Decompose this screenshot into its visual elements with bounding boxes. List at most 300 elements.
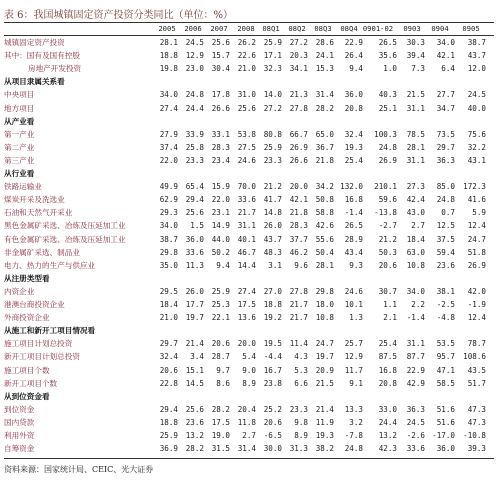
row-label: 外商投资企业 <box>4 313 50 323</box>
table-cell: 22.0 <box>159 155 178 165</box>
table-cell: 9.4 <box>349 64 363 74</box>
table-cell: 21.4 <box>315 404 334 414</box>
table-cell: 18.0 <box>315 300 334 309</box>
column-header: 2008 <box>237 24 255 33</box>
table-cell: 12.5 <box>436 221 455 231</box>
table-cell: 36.9 <box>159 444 178 454</box>
table-cell: 14.9 <box>211 221 230 231</box>
table-cell: 53.8 <box>237 129 256 139</box>
section-heading: 从到位资金看 <box>4 391 50 401</box>
table-cell: 24.5 <box>185 38 204 47</box>
table-cell: 46.7 <box>237 247 256 257</box>
table-cell: 27.8 <box>289 103 308 113</box>
table-cell: 49.9 <box>159 182 178 192</box>
table-cell: 22.0 <box>211 195 230 205</box>
table-cell: 33.9 <box>185 129 204 139</box>
row-label: 新开工项目个数 <box>4 378 58 388</box>
table-cell: 7.3 <box>411 64 425 74</box>
table-cell: 31.5 <box>211 444 230 454</box>
table-cell: 26.4 <box>344 51 363 61</box>
table-cell: 39.4 <box>406 51 425 61</box>
table-cell: 41.6 <box>467 195 486 205</box>
table-cell: 17.7 <box>185 300 204 309</box>
table-cell: 33.6 <box>406 444 425 454</box>
table-cell: 27.2 <box>289 38 308 47</box>
table-cell: 35.6 <box>378 51 397 61</box>
table-cell: 19.7 <box>315 352 334 362</box>
table-cell: 34.2 <box>315 182 334 192</box>
table-cell: 34.0 <box>159 90 178 100</box>
table-cell: 51.8 <box>467 247 486 257</box>
table-cell: 28.3 <box>289 221 308 231</box>
table-cell: 30.0 <box>263 444 282 454</box>
table-cell: 9.4 <box>216 260 230 270</box>
table-cell: 70.0 <box>237 182 256 192</box>
table-cell: 12.4 <box>467 221 486 231</box>
table-cell: 21.3 <box>289 90 308 100</box>
table-cell: 23.6 <box>185 417 204 427</box>
table-cell: 48.3 <box>263 247 282 257</box>
table-cell: 23.1 <box>211 208 230 218</box>
table-cell: 26.6 <box>289 155 308 165</box>
table-cell: 43.1 <box>467 155 486 165</box>
table-cell: 28.7 <box>211 352 230 362</box>
table-cell: 12.9 <box>344 352 363 362</box>
table-cell: 51.7 <box>467 378 486 388</box>
table-cell: 44.0 <box>211 234 230 244</box>
table-cell: 31.1 <box>406 339 425 349</box>
table-cell: 25.2 <box>263 404 282 414</box>
table-cell: 13.2 <box>185 431 204 440</box>
table-cell: 19.0 <box>211 431 230 440</box>
section-heading: 从项目隶属关系看 <box>4 77 65 87</box>
table-cell: 53.5 <box>436 339 455 349</box>
row-label: 施工项目计划总投资 <box>4 339 73 349</box>
header-row <box>4 23 494 35</box>
table-cell: 46.2 <box>289 247 308 257</box>
table-cell: 31.1 <box>406 155 425 165</box>
table-cell: 25.7 <box>344 339 363 349</box>
row-label: 自筹资金 <box>4 444 35 454</box>
table-cell: 55.6 <box>315 234 334 244</box>
table-cell: 9.7 <box>216 365 230 375</box>
row-label: 城镇固定资产投资 <box>4 38 65 47</box>
table-cell: 21.0 <box>237 64 256 74</box>
table-cell: 36.0 <box>344 90 363 100</box>
table-cell: 8.9 <box>242 378 256 388</box>
table-cell: 34.0 <box>436 38 455 47</box>
table-cell: 24.5 <box>406 417 425 427</box>
table-cell: 25.9 <box>263 142 282 152</box>
table-cell: 65.4 <box>185 182 204 192</box>
table-cell: 20.6 <box>263 417 282 427</box>
column-header: 2007 <box>210 24 228 33</box>
table-cell: 20.0 <box>237 339 256 349</box>
table-cell: 23.8 <box>263 378 282 388</box>
table-cell: 30.7 <box>378 286 397 296</box>
table-cell: 5.3 <box>294 365 308 375</box>
table-cell: 2.7 <box>411 221 425 231</box>
table-cell: 20.0 <box>289 182 308 192</box>
table-cell: 28.1 <box>406 142 425 152</box>
table-cell: 11.4 <box>289 339 308 349</box>
table-cell: 34.0 <box>406 286 425 296</box>
table-cell: 47.3 <box>467 404 486 414</box>
table-cell: 2.7 <box>242 431 256 440</box>
table-cell: 38.7 <box>467 38 486 47</box>
table-cell: 34.1 <box>289 64 308 74</box>
table-cell: 38.2 <box>315 444 334 454</box>
table-cell: 5.9 <box>472 208 486 218</box>
table-cell: 42.3 <box>378 444 397 454</box>
table-cell: 21.0 <box>159 313 178 323</box>
table-cell: 3.2 <box>349 417 363 427</box>
table-cell: 14.4 <box>237 260 256 270</box>
table-cell: 27.4 <box>237 286 256 296</box>
table-cell: -6.5 <box>263 431 282 440</box>
table-cell: 17.5 <box>237 300 256 309</box>
table-cell: 80.8 <box>263 129 282 139</box>
table-cell: 23.3 <box>185 155 204 165</box>
table-cell: 26.0 <box>263 221 282 231</box>
table-cell: 42.6 <box>315 221 334 231</box>
table-cell: 41.7 <box>263 195 282 205</box>
table-cell: -2.5 <box>436 300 455 309</box>
table-cell: 15.1 <box>185 365 204 375</box>
table-cell: 3.1 <box>268 260 282 270</box>
table-cell: 19.3 <box>344 142 363 152</box>
table-cell: 19.8 <box>159 64 178 74</box>
table-cell: 2.1 <box>383 313 397 323</box>
table-cell: -7.8 <box>344 431 363 440</box>
table-cell: 17.8 <box>211 90 230 100</box>
row-label: 到位资金 <box>4 404 35 414</box>
table-cell: 4.3 <box>294 352 308 362</box>
table-body <box>0 37 500 457</box>
table-cell: 23.3 <box>289 404 308 414</box>
table-cell: 30.3 <box>406 38 425 47</box>
table-cell: 25.4 <box>344 155 363 165</box>
table-title: 表 6：我国城镇固定资产投资分类同比（单位：%） <box>4 10 234 21</box>
table-cell: 14.5 <box>185 378 204 388</box>
table-cell: 9.0 <box>242 365 256 375</box>
table-cell: 31.0 <box>237 90 256 100</box>
table-cell: 28.6 <box>315 38 334 47</box>
table-cell: 20.9 <box>315 365 334 375</box>
table-cell: 38.7 <box>159 234 178 244</box>
table-cell: 25.6 <box>237 103 256 113</box>
table-cell: 25.1 <box>378 103 397 113</box>
table-cell: 58.8 <box>315 208 334 218</box>
table-cell: 31.1 <box>406 103 425 113</box>
table-cell: 85.0 <box>436 182 455 192</box>
table-cell: 26.6 <box>211 103 230 113</box>
table-cell: 29.5 <box>159 286 178 296</box>
table-cell: 10.1 <box>344 300 363 309</box>
column-header: 2006 <box>184 24 202 33</box>
table-cell: 24.7 <box>315 339 334 349</box>
table-cell: 27.9 <box>159 129 178 139</box>
row-label: 新开工项目计划总投资 <box>4 352 80 362</box>
table-cell: 50.2 <box>211 247 230 257</box>
table-cell: 21.4 <box>185 339 204 349</box>
table-cell: 22.9 <box>344 38 363 47</box>
table-cell: 32.2 <box>467 142 486 152</box>
table-cell: 23.3 <box>263 155 282 165</box>
table-cell: 27.4 <box>159 103 178 113</box>
table-cell: 37.5 <box>436 234 455 244</box>
table-cell: 20.8 <box>378 378 397 388</box>
table-cell: 20.6 <box>159 365 178 375</box>
table-cell: 28.1 <box>159 38 178 47</box>
header-rule <box>4 35 494 36</box>
table-cell: 95.7 <box>436 352 455 362</box>
table-cell: 29.7 <box>436 142 455 152</box>
table-cell: 6.6 <box>294 378 308 388</box>
table-cell: 2.2 <box>411 300 425 309</box>
table-cell: 38.1 <box>436 286 455 296</box>
table-cell: 18.8 <box>263 300 282 309</box>
table-cell: 24.1 <box>315 51 334 61</box>
table-cell: 78.5 <box>406 129 425 139</box>
table-cell: 24.7 <box>467 234 486 244</box>
table-cell: 17.1 <box>263 51 282 61</box>
table-cell: 9.8 <box>294 417 308 427</box>
table-cell: 22.6 <box>237 51 256 61</box>
table-cell: 62.9 <box>159 195 178 205</box>
table-cell: 33.1 <box>211 129 230 139</box>
table-cell: 21.7 <box>289 313 308 323</box>
table-cell: 19.3 <box>315 431 334 440</box>
table-cell: 33.6 <box>185 247 204 257</box>
table-cell: 50.3 <box>378 247 397 257</box>
table-cell: 29.8 <box>159 247 178 257</box>
table-cell: 27.2 <box>263 103 282 113</box>
table-cell: 5.4 <box>242 352 256 362</box>
table-cell: 24.8 <box>344 444 363 454</box>
bottom-rule <box>4 458 494 459</box>
table-cell: 24.5 <box>467 90 486 100</box>
table-cell: 100.3 <box>374 129 397 139</box>
row-label: 施工项目个数 <box>4 365 50 375</box>
table-cell: 29.7 <box>159 339 178 349</box>
table-cell: 24.6 <box>344 286 363 296</box>
table-cell: 20.4 <box>237 404 256 414</box>
column-header: 08Q3 <box>314 24 332 33</box>
table-cell: 25.9 <box>263 38 282 47</box>
table-cell: 34.0 <box>159 221 178 231</box>
table-cell: 29.4 <box>159 404 178 414</box>
table-cell: -10.8 <box>463 431 486 440</box>
table-cell: 27.8 <box>289 286 308 296</box>
table-cell: 18.4 <box>406 234 425 244</box>
table-cell: 11.8 <box>237 417 256 427</box>
table-cell: 36.3 <box>406 404 425 414</box>
table-cell: 26.2 <box>237 38 256 47</box>
table-cell: 24.8 <box>185 90 204 100</box>
table-cell: 26.9 <box>467 260 486 270</box>
table-cell: 59.4 <box>436 247 455 257</box>
table-cell: 16.8 <box>344 195 363 205</box>
table-cell: 23.6 <box>436 260 455 270</box>
table-cell: 13.6 <box>237 313 256 323</box>
table-cell: 15.3 <box>315 64 334 74</box>
column-header: 08Q4 <box>340 24 358 33</box>
row-label: 石油和天然气开采业 <box>4 208 73 218</box>
table-cell: 26.0 <box>185 286 204 296</box>
column-header: 08Q1 <box>262 24 280 33</box>
table-cell: 25.9 <box>159 431 178 440</box>
row-label: 利用外资 <box>4 431 35 440</box>
table-cell: 87.7 <box>406 352 425 362</box>
row-label: 其中：国有及国有控股 <box>4 51 80 61</box>
table-cell: -1.4 <box>344 208 363 218</box>
table-cell: 3.4 <box>190 352 204 362</box>
table-cell: 25.6 <box>211 38 230 47</box>
table-cell: 12.0 <box>467 64 486 74</box>
table-cell: -2.7 <box>378 221 397 231</box>
source-note: 资料来源：国家统计局、CEIC、光大证券 <box>4 465 154 474</box>
table-cell: 24.8 <box>378 142 397 152</box>
table-cell: 32.3 <box>263 64 282 74</box>
table-cell: 21.2 <box>378 234 397 244</box>
table-cell: 58.5 <box>436 378 455 388</box>
table-cell: 12.9 <box>185 51 204 61</box>
table-cell: 21.8 <box>289 208 308 218</box>
table-cell: 36.0 <box>185 234 204 244</box>
table-cell: 42.1 <box>289 195 308 205</box>
table-cell: 6.4 <box>441 64 455 74</box>
table-cell: 31.1 <box>237 221 256 231</box>
table-cell: 19.5 <box>263 339 282 349</box>
table-cell: 24.4 <box>185 103 204 113</box>
table-cell: -4.8 <box>436 313 455 323</box>
table-cell: 22.9 <box>406 365 425 375</box>
table-cell: 16.7 <box>263 365 282 375</box>
table-cell: 24.8 <box>436 195 455 205</box>
table-cell: 108.6 <box>463 352 486 362</box>
table-cell: 21.7 <box>237 208 256 218</box>
table-cell: 12.4 <box>467 313 486 323</box>
table-cell: -13.8 <box>374 208 397 218</box>
table-cell: 21.8 <box>315 155 334 165</box>
section-heading: 从行业看 <box>4 169 35 178</box>
table-cell: 18.8 <box>159 417 178 427</box>
column-header: 08Q2 <box>288 24 306 33</box>
table-cell: 73.5 <box>436 129 455 139</box>
table-cell: 27.3 <box>406 182 425 192</box>
table-cell: 30.4 <box>211 64 230 74</box>
table-cell: 42.9 <box>406 378 425 388</box>
table-cell: 27.0 <box>263 286 282 296</box>
table-cell: 59.6 <box>378 195 397 205</box>
table-cell: 87.5 <box>378 352 397 362</box>
column-header: 0904 <box>431 24 449 33</box>
table-cell: -4.4 <box>263 352 282 362</box>
row-label: 地方项目 <box>4 103 35 113</box>
table-cell: 11.7 <box>344 365 363 375</box>
table-cell: 42.4 <box>406 195 425 205</box>
table-cell: 14.8 <box>263 208 282 218</box>
table-cell: 13.2 <box>378 431 397 440</box>
table-cell: 42.1 <box>436 51 455 61</box>
table-cell: -1.4 <box>406 313 425 323</box>
table-cell: 25.8 <box>185 142 204 152</box>
table-cell: 40.0 <box>467 103 486 113</box>
row-label: 第一产业 <box>4 129 35 139</box>
table-cell: 27.5 <box>237 142 256 152</box>
section-heading: 从注册类型看 <box>4 273 50 283</box>
table-cell: 15.9 <box>211 182 230 192</box>
table-cell: 42.0 <box>467 286 486 296</box>
table-cell: 47.3 <box>467 417 486 427</box>
table-cell: 20.8 <box>344 103 363 113</box>
table-cell: -2.6 <box>406 431 425 440</box>
table-cell: 28.1 <box>315 260 334 270</box>
table-cell: 18.4 <box>159 300 178 309</box>
table-cell: 37.7 <box>289 234 308 244</box>
table-cell: 43.5 <box>467 365 486 375</box>
table-cell: 28.2 <box>315 103 334 113</box>
table-cell: 19.7 <box>185 313 204 323</box>
table-cell: 0.7 <box>441 208 455 218</box>
table-cell: 25.9 <box>211 286 230 296</box>
table-cell: 36.0 <box>436 444 455 454</box>
table-cell: 21.7 <box>289 300 308 309</box>
table-cell: 13.3 <box>344 404 363 414</box>
table-cell: 132.0 <box>340 182 363 192</box>
table-cell: 18.8 <box>159 51 178 61</box>
table-cell: 29.3 <box>159 208 178 218</box>
table-cell: 36.7 <box>315 142 334 152</box>
table-cell: 25.4 <box>378 339 397 349</box>
table-cell: 34.7 <box>436 103 455 113</box>
table-cell: 40.3 <box>378 90 397 100</box>
table-cell: 21.2 <box>263 182 282 192</box>
table-cell: 28.2 <box>211 404 230 414</box>
section-heading: 从施工和新开工项目情况看 <box>4 326 96 336</box>
table-cell: 20.6 <box>378 260 397 270</box>
table-cell: 9.3 <box>349 260 363 270</box>
table-cell: 23.4 <box>211 155 230 165</box>
table-cell: 29.4 <box>185 195 204 205</box>
section-heading: 从产业看 <box>4 116 35 126</box>
column-header: 2005 <box>158 24 176 33</box>
table-cell: 172.3 <box>463 182 486 192</box>
row-label: 房地产开发投资 <box>28 64 82 74</box>
table-cell: 8.6 <box>216 378 230 388</box>
table-cell: 75.6 <box>467 129 486 139</box>
table-cell: 51.6 <box>436 417 455 427</box>
table-cell: 19.2 <box>263 313 282 323</box>
table-cell: 43.4 <box>344 247 363 257</box>
table-cell: 22.1 <box>211 313 230 323</box>
table-cell: 210.1 <box>374 182 397 192</box>
table-cell: 43.7 <box>263 234 282 244</box>
table-cell: 26.5 <box>378 38 397 47</box>
table-cell: 33.0 <box>378 404 397 414</box>
row-label: 黑色金属矿采选、冶炼及压延加工业 <box>4 221 126 231</box>
table-cell: 25.3 <box>211 300 230 309</box>
row-label: 港澳台商投资企业 <box>4 300 65 309</box>
table-cell: 1.3 <box>349 313 363 323</box>
table-cell: 43.7 <box>467 51 486 61</box>
table-cell: 51.6 <box>436 404 455 414</box>
table-cell: 32.4 <box>344 129 363 139</box>
table-cell: 40.1 <box>237 234 256 244</box>
table-cell: 1.5 <box>190 221 204 231</box>
table-cell: 31.4 <box>315 90 334 100</box>
